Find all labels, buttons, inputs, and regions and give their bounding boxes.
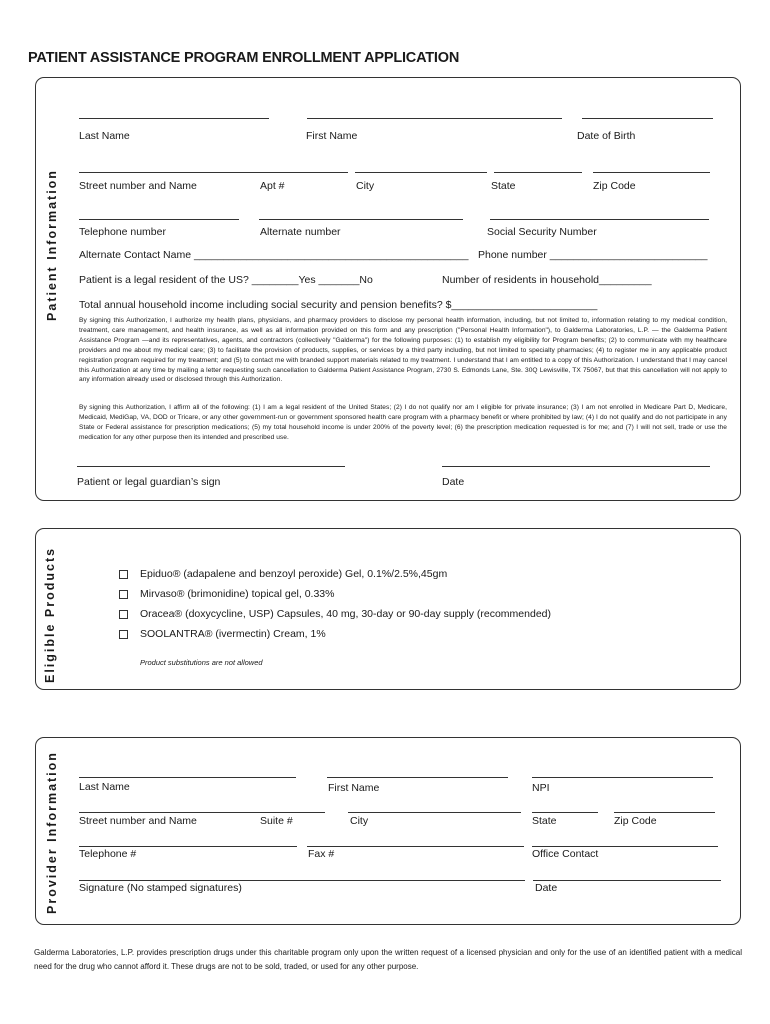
patient-dob-label: Date of Birth bbox=[577, 130, 636, 142]
provider-signature-label: Signature (No stamped signatures) bbox=[79, 882, 242, 894]
provider-state-label: State bbox=[532, 815, 557, 827]
patient-signature-field[interactable] bbox=[77, 466, 345, 467]
product-oracea-label: Oracea® (doxycycline, USP) Capsules, 40 mg, 30-day or 90-day supply (recommended) bbox=[140, 608, 551, 620]
checkbox-oracea[interactable] bbox=[119, 610, 128, 619]
patient-income-field[interactable]: Total annual household income including social security and pension benefits? $_________________________ bbox=[79, 299, 598, 311]
patient-ssn-label: Social Security Number bbox=[487, 226, 597, 238]
provider-zip-label: Zip Code bbox=[614, 815, 657, 827]
product-epiduo-label: Epiduo® (adapalene and benzoyl peroxide) Gel, 0.1%/2.5%,45gm bbox=[140, 568, 448, 580]
patient-telephone-field[interactable] bbox=[79, 219, 239, 220]
checkbox-mirvaso[interactable] bbox=[119, 590, 128, 599]
patient-city-label: City bbox=[356, 180, 375, 192]
patient-section-label: Patient Information bbox=[45, 169, 59, 321]
provider-office-contact-field[interactable] bbox=[532, 846, 718, 847]
patient-street-label: Street number and Name bbox=[79, 180, 197, 192]
patient-last-name-label: Last Name bbox=[79, 130, 130, 142]
provider-date-label: Date bbox=[535, 882, 558, 894]
product-oracea[interactable] bbox=[119, 608, 551, 620]
provider-first-name-label: First Name bbox=[328, 782, 380, 794]
patient-telephone-label: Telephone number bbox=[79, 226, 166, 238]
patient-last-name-field[interactable] bbox=[79, 118, 269, 119]
provider-office-contact-label: Office Contact bbox=[532, 848, 599, 860]
provider-npi-field[interactable] bbox=[532, 777, 713, 778]
provider-telephone-label: Telephone # bbox=[79, 848, 137, 860]
provider-information-section bbox=[35, 737, 741, 925]
checkbox-epiduo[interactable] bbox=[119, 570, 128, 579]
product-mirvaso[interactable] bbox=[119, 588, 335, 600]
provider-city-field[interactable] bbox=[348, 812, 521, 813]
patient-date-label: Date bbox=[442, 476, 465, 488]
patient-alternate-number-label: Alternate number bbox=[260, 226, 341, 238]
patient-phone-number-field[interactable]: Phone number ___________________________ bbox=[478, 249, 708, 261]
authorization-paragraph-2: By signing this Authorization, I affirm all of the following: (1) I am a legal resident of the United States; (2) I do not qualify nor am I eligible for private insurance; (3) I am not enrolled in Medicare Part D, Medicare, Medicaid, MediGap, VA, DOD or Tricare, or any other government-run or government sponsored health care program with a pharmacy benefit or where prohibited by law; (4) I do not qualify and do not participate in any State or Federal assistance for prescription medications; (5) my total household income is under 200% of the poverty level; (6) the prescription medication requested is for me; and (7) I will not sell, trade or use the medication for any other purpose then its intended and prescribed use. bbox=[79, 404, 727, 441]
patient-alternate-number-field[interactable] bbox=[259, 219, 463, 220]
patient-street-field[interactable] bbox=[79, 172, 348, 173]
patient-sign-label: Patient or legal guardian’s sign bbox=[77, 476, 221, 488]
patient-dob-field[interactable] bbox=[582, 118, 713, 119]
provider-suite-label: Suite # bbox=[260, 815, 293, 827]
page-title: PATIENT ASSISTANCE PROGRAM ENROLLMENT APPLICATION bbox=[28, 50, 460, 66]
provider-last-name-label: Last Name bbox=[79, 781, 130, 793]
patient-zip-label: Zip Code bbox=[593, 180, 636, 192]
provider-fax-field[interactable] bbox=[307, 846, 524, 847]
product-mirvaso-label: Mirvaso® (brimonidine) topical gel, 0.33% bbox=[140, 588, 335, 600]
patient-apt-label: Apt # bbox=[260, 180, 285, 192]
footer-disclaimer: Galderma Laboratories, L.P. provides prescription drugs under this charitable program only upon the written request of a licensed physician and only for the use of an identified patient with a medical need for the drug who cannot afford it. These drugs are not to be sold, traded, or used for any other purpose. bbox=[34, 948, 742, 971]
provider-signature-field[interactable] bbox=[79, 880, 525, 881]
patient-state-field[interactable] bbox=[494, 172, 582, 173]
product-soolantra[interactable] bbox=[119, 628, 326, 640]
provider-npi-label: NPI bbox=[532, 782, 550, 794]
patient-sign-date-field[interactable] bbox=[442, 466, 710, 467]
product-soolantra-label: SOOLANTRA® (ivermectin) Cream, 1% bbox=[140, 628, 326, 640]
patient-residents-field[interactable]: Number of residents in household_________ bbox=[442, 274, 652, 286]
provider-first-name-field[interactable] bbox=[327, 777, 508, 778]
checkbox-soolantra[interactable] bbox=[119, 630, 128, 639]
patient-legal-resident-field[interactable]: Patient is a legal resident of the US? ________Yes _______No bbox=[79, 274, 373, 286]
patient-ssn-field[interactable] bbox=[490, 219, 709, 220]
patient-state-label: State bbox=[491, 180, 516, 192]
products-section-label: Eligible Products bbox=[43, 546, 57, 683]
provider-fax-label: Fax # bbox=[308, 848, 335, 860]
product-epiduo[interactable] bbox=[119, 568, 447, 580]
provider-date-field[interactable] bbox=[533, 880, 721, 881]
product-substitution-note: Product substitutions are not allowed bbox=[140, 658, 263, 667]
authorization-paragraph-1: By signing this Authorization, I authorize my health plans, physicians, and pharmacy providers to disclose my personal health information, including, but not limited to, information relating to my medical condition, treatment, care management, and health insurance, as well as all information provided on this form and any prescription ("Personal Health Information"), to Galderma Laboratories, L.P. — the Galderma Patient Assistance Program —and its representatives, agents, and contractors (collectively "Galderma") for the following purposes: (1) to establish my eligibility for Program benefits; (2) to communicate with my healthcare providers and me about my medical care; (3) to facilitate the provision of products, supplies, or services by a third party including, but not limited to specialty pharmacies; (4) to register me in any applicable product registration program required for my treatment; and (5) to contact me with branded support materials related to my treatment. I understand that I am entitled to a copy of this Authorization. I understand that I may cancel this Authorization at any time by mailing a letter requesting such cancellation to Galderma Patient Assistance Program, 2730 S. Edmonds Lane, Ste. 30Q Lewisville, TX 75067, but that this cancellation will not apply to any information already used or disclosed through this Authorization. bbox=[79, 317, 727, 384]
patient-city-field[interactable] bbox=[355, 172, 487, 173]
provider-state-field[interactable] bbox=[532, 812, 598, 813]
patient-zip-field[interactable] bbox=[593, 172, 710, 173]
provider-city-label: City bbox=[350, 815, 369, 827]
provider-telephone-field[interactable] bbox=[79, 846, 297, 847]
patient-alt-contact-field[interactable]: Alternate Contact Name _______________________________________________ bbox=[79, 249, 469, 261]
provider-zip-field[interactable] bbox=[614, 812, 715, 813]
patient-first-name-label: First Name bbox=[306, 130, 358, 142]
provider-street-label: Street number and Name bbox=[79, 815, 197, 827]
provider-last-name-field[interactable] bbox=[79, 777, 296, 778]
patient-first-name-field[interactable] bbox=[307, 118, 562, 119]
provider-section-label: Provider Information bbox=[45, 751, 59, 914]
provider-street-field[interactable] bbox=[79, 812, 325, 813]
